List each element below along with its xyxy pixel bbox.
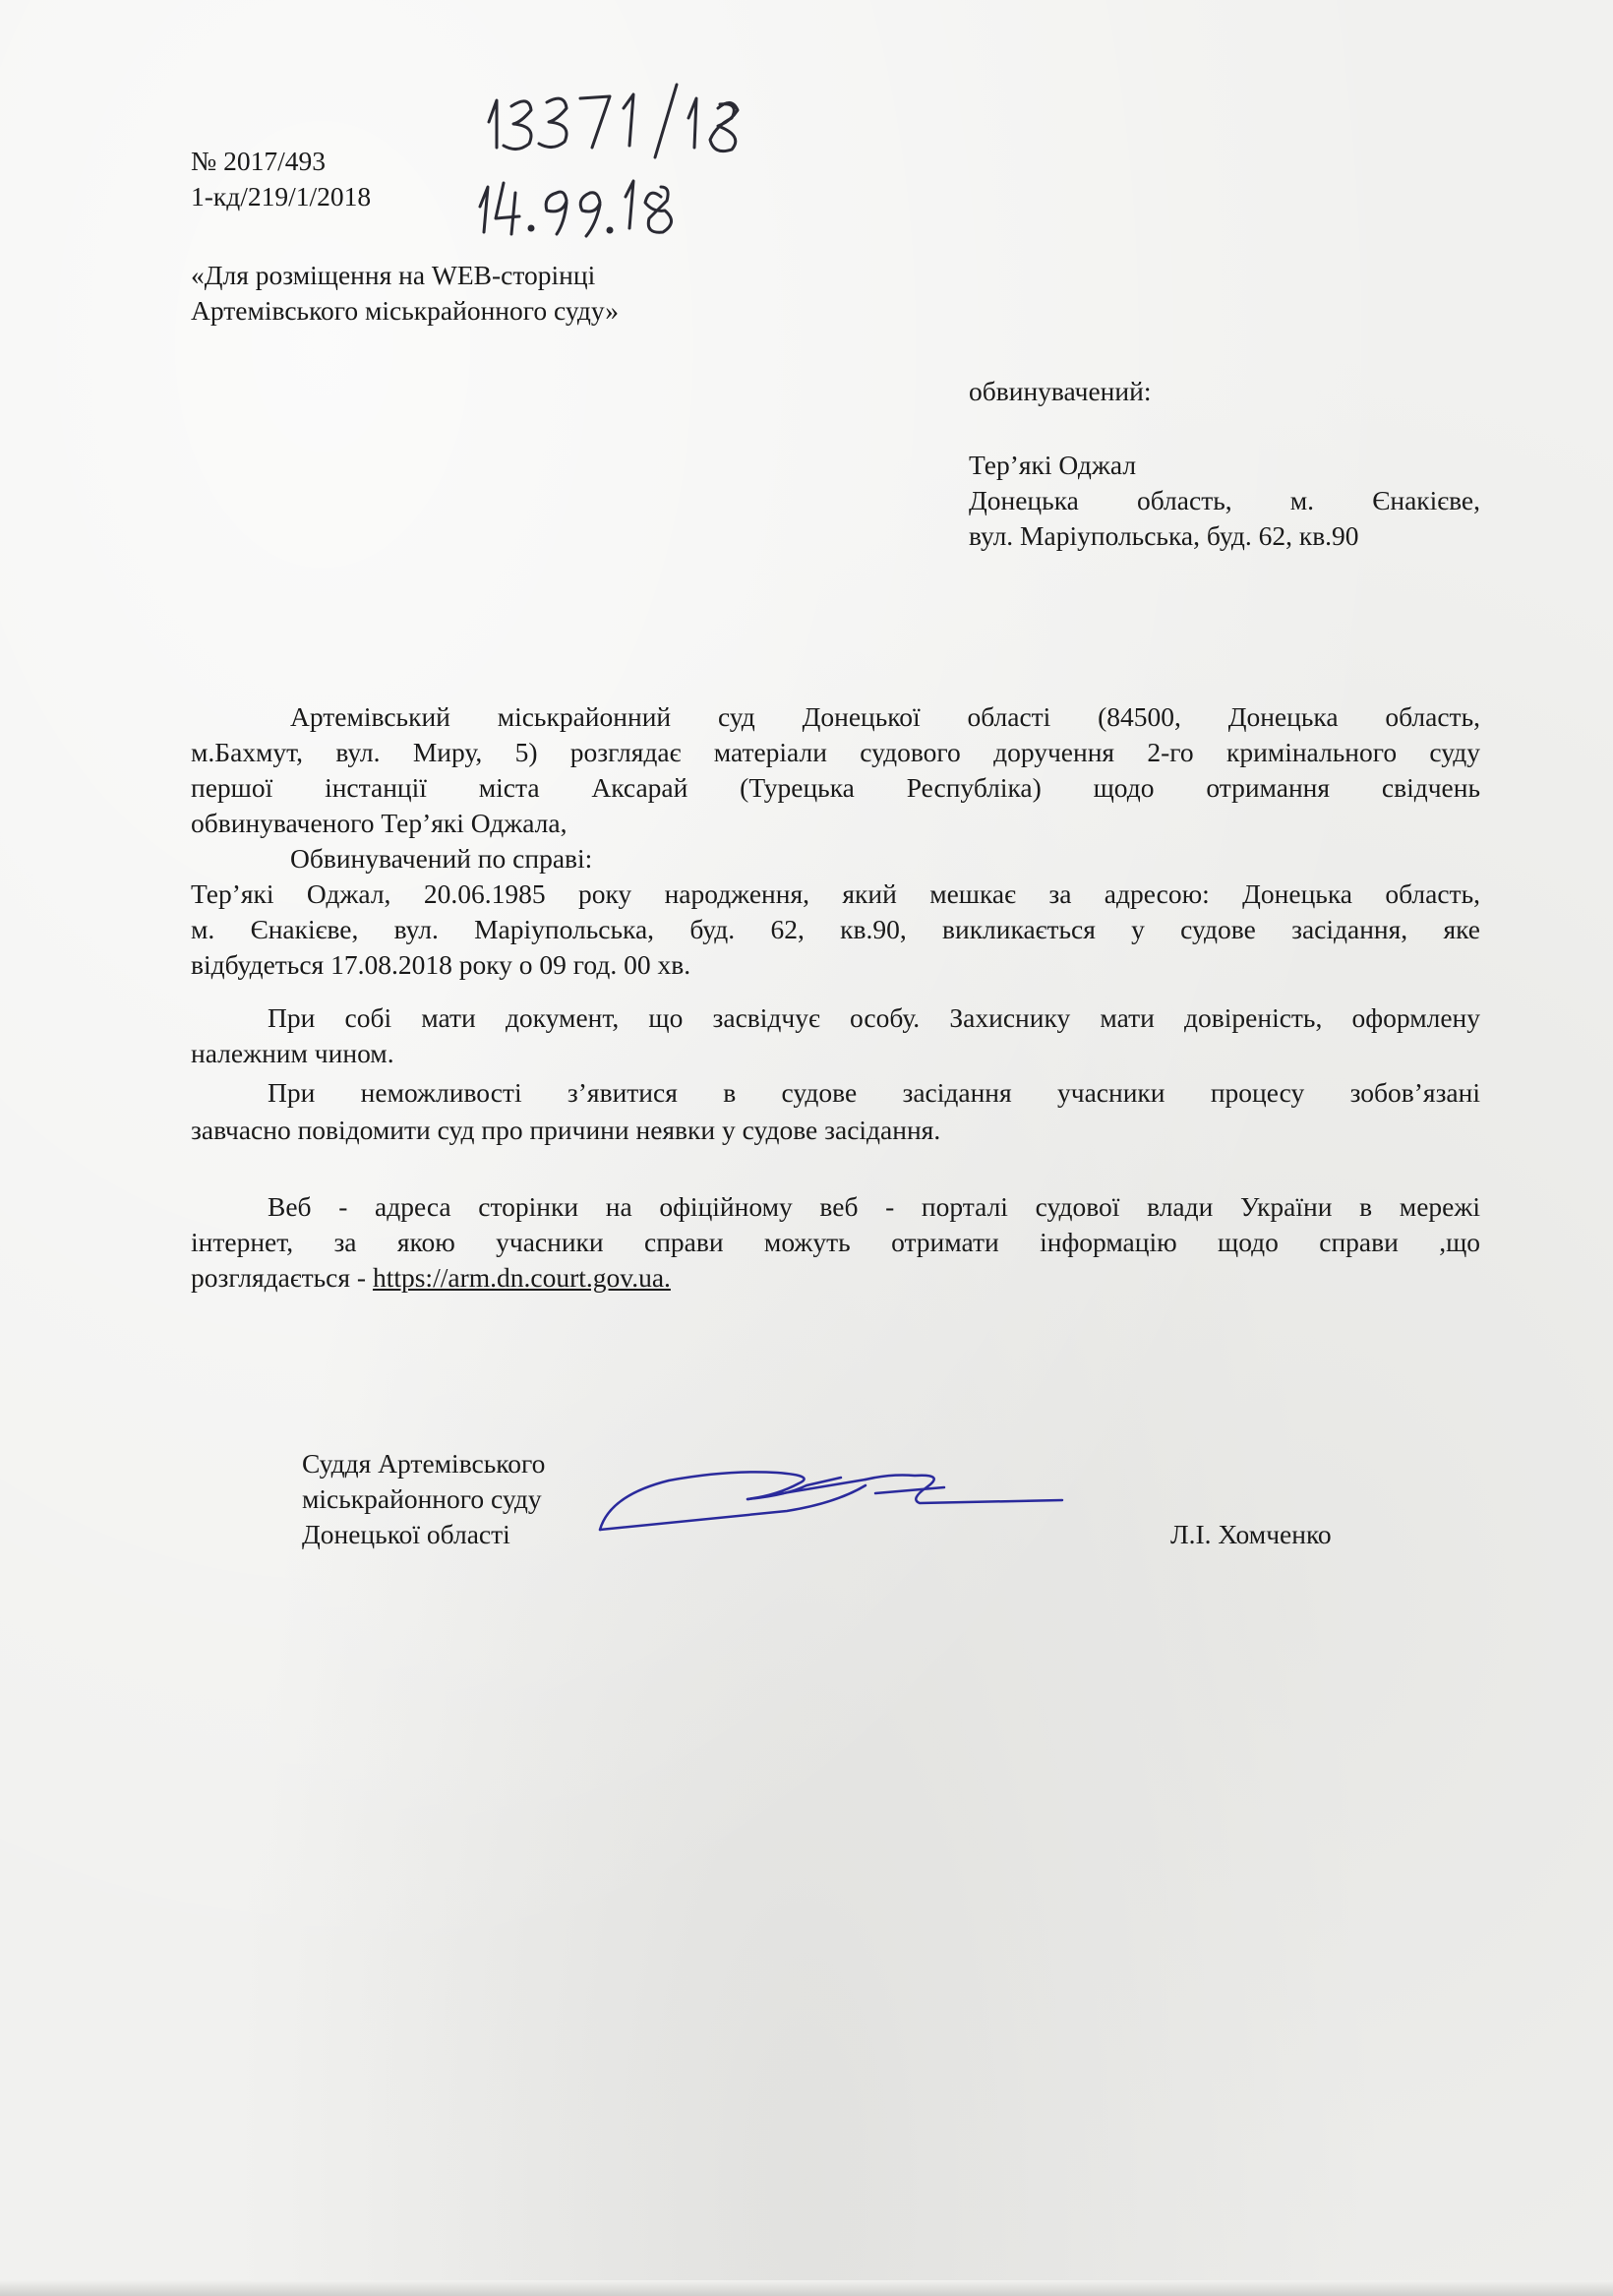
signature-title-line3: Донецької області [302,1519,510,1549]
signature-title-line1: Суддя Артемівського [302,1448,546,1479]
body-p6-line3-prefix: розглядається - [191,1262,373,1293]
web-publication-note-line1: «Для розміщення на WEB-сторінці [191,260,596,290]
body-p1-line4: обвинуваченого Тер’які Оджала, [191,808,568,838]
web-publication-note-line2: Артемівського міськрайонного суду» [191,295,620,326]
body-p4-line2: належним чином. [191,1038,394,1068]
body-p3-line2: м. Єнакієве, вул. Маріупольська, буд. 62, кв.90, викликається у судове засідання, яке [191,914,1480,944]
addressee-name: Тер’які Оджал [969,450,1137,480]
addressee-role: обвинувачений: [969,376,1152,406]
body-p2-line1: Обвинувачений по справі: [290,843,593,874]
judge-name: Л.І. Хомченко [1170,1519,1332,1549]
addressee-address-line2: вул. Маріупольська, буд. 62, кв.90 [969,520,1359,551]
body-p3-line3: відбудеться 17.08.2018 року о 09 год. 00 хв. [191,949,691,980]
body-p6-line2: інтернет, за якою учасники справи можуть отримати інформацію щодо справи ,що [191,1227,1480,1257]
document-number: № 2017/493 [191,146,327,176]
body-p1-line2: м.Бахмут, вул. Миру, 5) розглядає матеріали судового доручення 2-го кримінального суду [191,737,1480,767]
case-number: 1-кд/219/1/2018 [191,181,372,211]
body-p6-line1: Веб - адреса сторінки на офіційному веб - порталі судової влади України в мережі [268,1191,1480,1222]
page-bottom-edge [0,2280,1613,2296]
body-p4-line1: При собі мати документ, що засвідчує особу. Захиснику мати довіреність, оформлену [268,1002,1480,1033]
body-p5-line1: При неможливості з’явитися в судове засідання учасники процесу зобов’язані [268,1077,1480,1108]
addressee-address-line1: Донецька область, м. Єнакієве, [969,485,1480,515]
body-p1-line3: першої інстанції міста Аксарай (Турецька Республіка) щодо отримання свідчень [191,772,1480,803]
signature-title-line2: міськрайонного суду [302,1483,542,1514]
body-p3-line1: Тер’які Оджал, 20.06.1985 року народження, який мешкає за адресою: Донецька область, [191,878,1480,909]
court-website-link[interactable]: https://arm.dn.court.gov.ua. [372,1262,671,1293]
body-p5-line2: завчасно повідомити суд про причини неявки у судове засідання. [191,1115,941,1145]
body-p1-line1: Артемівський міськрайонний суд Донецької області (84500, Донецька область, [290,701,1480,732]
